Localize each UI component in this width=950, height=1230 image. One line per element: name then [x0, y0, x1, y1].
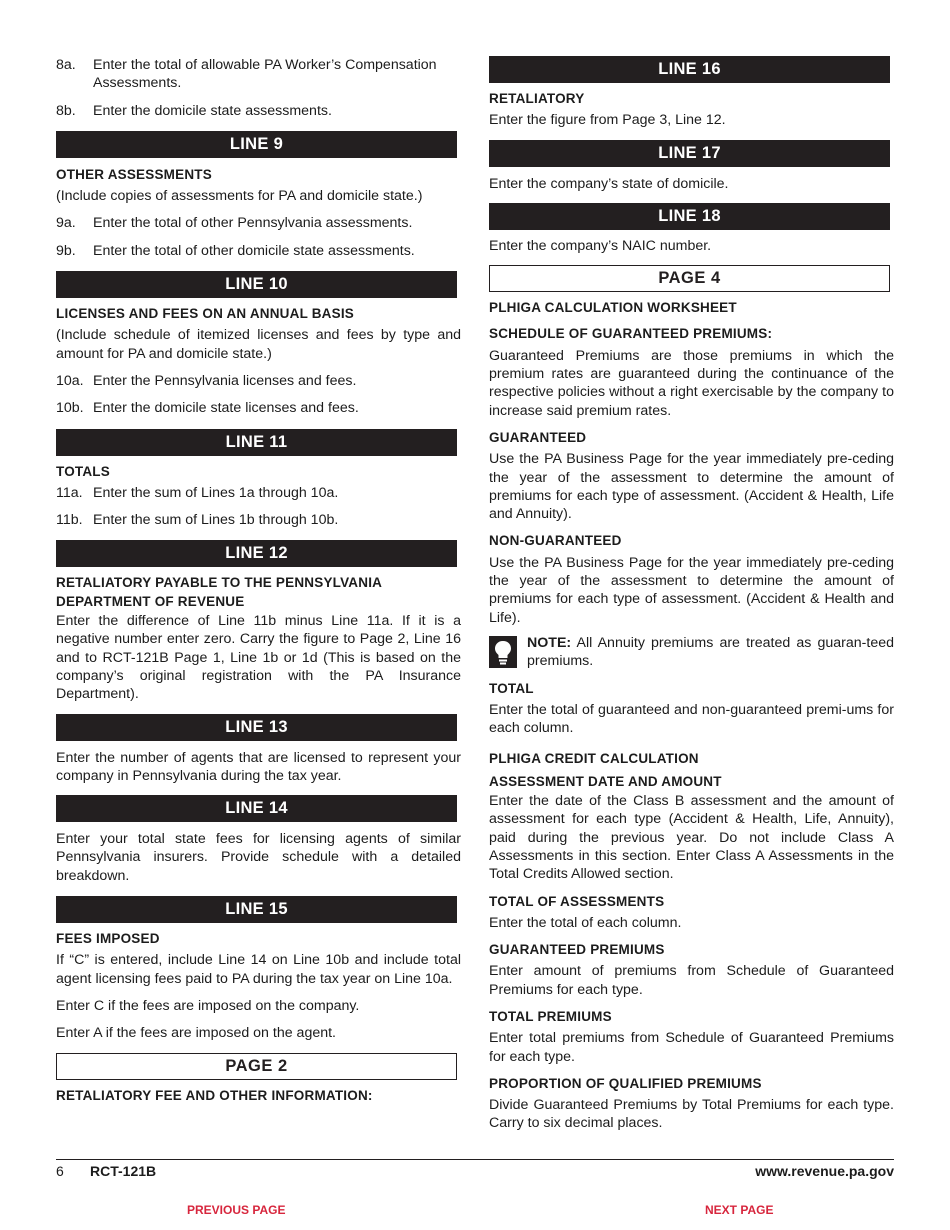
line-15-text-3: Enter A if the fees are imposed on the agent.	[56, 1025, 336, 1042]
item-text: Enter the sum of Lines 1b through 10b.	[93, 512, 339, 529]
line-13-text: Enter the number of agents that are licensed to represent your company in Pennsylvania during the tax year.	[56, 749, 461, 784]
total-premiums-heading: TOTAL PREMIUMS	[489, 1008, 612, 1024]
item-number: 8b.	[56, 102, 76, 119]
item-text: Enter the total of allowable PA Worker’s Compensation Assessments.	[93, 57, 437, 92]
credit-calculation-heading: PLHIGA CREDIT CALCULATION	[489, 751, 699, 767]
website-url: www.revenue.pa.gov	[755, 1163, 894, 1179]
page-4-header: PAGE 4	[489, 265, 890, 292]
proportion-text: Divide Guaranteed Premiums by Total Premiums for each type. Carry to six decimal places.	[489, 1097, 894, 1132]
line-10-note: (Include schedule of itemized licenses and fees by type and amount for PA and domicile state.)	[56, 327, 461, 362]
item-number: 11b.	[56, 512, 83, 529]
line-17-text: Enter the company’s state of domicile.	[489, 175, 729, 192]
page-2-header: PAGE 2	[56, 1053, 457, 1080]
item-9b	[56, 242, 461, 260]
previous-page-link[interactable]: PREVIOUS PAGE	[187, 1203, 286, 1217]
line-14-header: LINE 14	[56, 795, 457, 822]
item-10b	[56, 399, 461, 417]
licenses-fees-heading: LICENSES AND FEES ON AN ANNUAL BASIS	[56, 306, 354, 322]
total-premiums-text: Enter total premiums from Schedule of Guaranteed Premiums for each type.	[489, 1030, 894, 1065]
item-number: 8a.	[56, 57, 76, 73]
item-8b	[56, 102, 461, 120]
guaranteed-premiums-heading: GUARANTEED PREMIUMS	[489, 942, 665, 958]
item-number: 9b.	[56, 242, 76, 259]
item-11a	[56, 484, 461, 502]
item-9a	[56, 214, 461, 232]
non-guaranteed-text: Use the PA Business Page for the year immediately pre-ceding the year of the assessment to determine the amount of premiums for each type of assessment. (Accident & Health and Life).	[489, 554, 894, 626]
totals-heading: TOTALS	[56, 463, 110, 479]
total-assessments-text: Enter the total of each column.	[489, 914, 682, 931]
footer-divider	[56, 1159, 894, 1160]
item-text: Enter the sum of Lines 1a through 10a.	[93, 484, 339, 501]
line-15-text-1: If “C” is entered, include Line 14 on Line 10b and include total agent licensing fees paid to PA during the tax year on Line 10a.	[56, 952, 461, 987]
total-assessments-heading: TOTAL OF ASSESSMENTS	[489, 893, 665, 909]
form-id: RCT-121B	[90, 1163, 157, 1179]
other-assessments-heading: OTHER ASSESSMENTS	[56, 166, 212, 182]
page-2-heading: RETALIATORY FEE AND OTHER INFORMATION:	[56, 1087, 373, 1103]
worksheet-heading: PLHIGA CALCULATION WORKSHEET	[489, 300, 737, 316]
item-text: Enter the domicile state assessments.	[93, 102, 332, 119]
item-text: Enter the total of other domicile state assessments.	[93, 242, 415, 259]
total-text: Enter the total of guaranteed and non-guaranteed premi-ums for each column.	[489, 701, 894, 737]
retaliatory-payable-heading: RETALIATORY PAYABLE TO THE PENNSYLVANIA DEPARTMENT OF REVENUE	[56, 575, 382, 609]
fees-imposed-heading: FEES IMPOSED	[56, 931, 160, 947]
line-14-text: Enter your total state fees for licensing agents of similar Pennsylvania insurers. Provide schedule with a detailed breakdown.	[56, 831, 461, 884]
item-number: 9a.	[56, 215, 76, 232]
item-10a	[56, 372, 461, 390]
retaliatory-heading: RETALIATORY	[489, 91, 585, 106]
page-number: 6	[56, 1163, 64, 1179]
annuity-note	[489, 634, 894, 671]
guaranteed-text: Use the PA Business Page for the year immediately pre-ceding the year of the assessment to determine the amount of premiums for each type of assessment. (Accident & Health, Life and Annuity).	[489, 451, 894, 523]
left-column	[56, 56, 461, 1105]
right-column	[489, 56, 894, 1133]
line-18-header: LINE 18	[489, 203, 890, 230]
schedule-heading: SCHEDULE OF GUARANTEED PREMIUMS:	[489, 326, 773, 342]
assessment-text: Enter the date of the Class B assessment and the amount of assessment for each type (Accident & Health, Life, Annuity), paid during the previous year. Do not include Class A Assessments in this section. Enter Class A Assessments in the Total Credits Allowed section.	[489, 793, 894, 883]
line-16-header: LINE 16	[489, 56, 890, 83]
line-18-text: Enter the company’s NAIC number.	[489, 237, 712, 254]
item-text: Enter the domicile state licenses and fees.	[93, 400, 359, 417]
line-15-text-2: Enter C if the fees are imposed on the company.	[56, 997, 360, 1014]
lightbulb-icon	[489, 636, 517, 668]
note-label: NOTE:	[527, 634, 572, 651]
item-text: Enter the Pennsylvania licenses and fees.	[93, 372, 357, 389]
line-11-header: LINE 11	[56, 429, 457, 456]
assessment-date-heading: ASSESSMENT DATE AND AMOUNT	[489, 773, 722, 789]
guaranteed-heading: GUARANTEED	[489, 429, 587, 445]
item-text: Enter the total of other Pennsylvania assessments.	[93, 215, 413, 232]
line-13-header: LINE 13	[56, 714, 457, 741]
total-heading: TOTAL	[489, 680, 534, 696]
line-10-header: LINE 10	[56, 271, 457, 298]
item-number: 10b.	[56, 400, 84, 417]
schedule-text: Guaranteed Premiums are those premiums in which the premium rates are guaranteed during the continuance of the respective policies without a right exercisable by the company to increase said premium rates.	[489, 347, 894, 419]
non-guaranteed-heading: NON-GUARANTEED	[489, 533, 622, 549]
item-8a	[56, 56, 461, 93]
line-16-text: Enter the figure from Page 3, Line 12.	[489, 112, 726, 129]
guaranteed-premiums-text: Enter amount of premiums from Schedule of Guaranteed Premiums for each type.	[489, 963, 894, 998]
note-text: All Annuity premiums are treated as guaran-teed premiums.	[527, 634, 894, 670]
line-12-header: LINE 12	[56, 540, 457, 567]
proportion-heading: PROPORTION OF QUALIFIED PREMIUMS	[489, 1075, 762, 1091]
line-12-text: Enter the difference of Line 11b minus Line 11a. If it is a negative number enter zero. Carry the figure to Page 2, Line 16 and to RCT-121B Page 1, Line 1b or 1d (This is based on the company’s original registration with the PA Insurance Department).	[56, 613, 461, 703]
line-9-note: (Include copies of assessments for PA and domicile state.)	[56, 188, 423, 205]
line-9-header: LINE 9	[56, 131, 457, 158]
line-15-header: LINE 15	[56, 896, 457, 923]
line-17-header: LINE 17	[489, 140, 890, 167]
item-11b	[56, 511, 461, 529]
item-number: 11a.	[56, 484, 83, 501]
item-number: 10a.	[56, 372, 84, 389]
next-page-link[interactable]: NEXT PAGE	[705, 1203, 774, 1217]
